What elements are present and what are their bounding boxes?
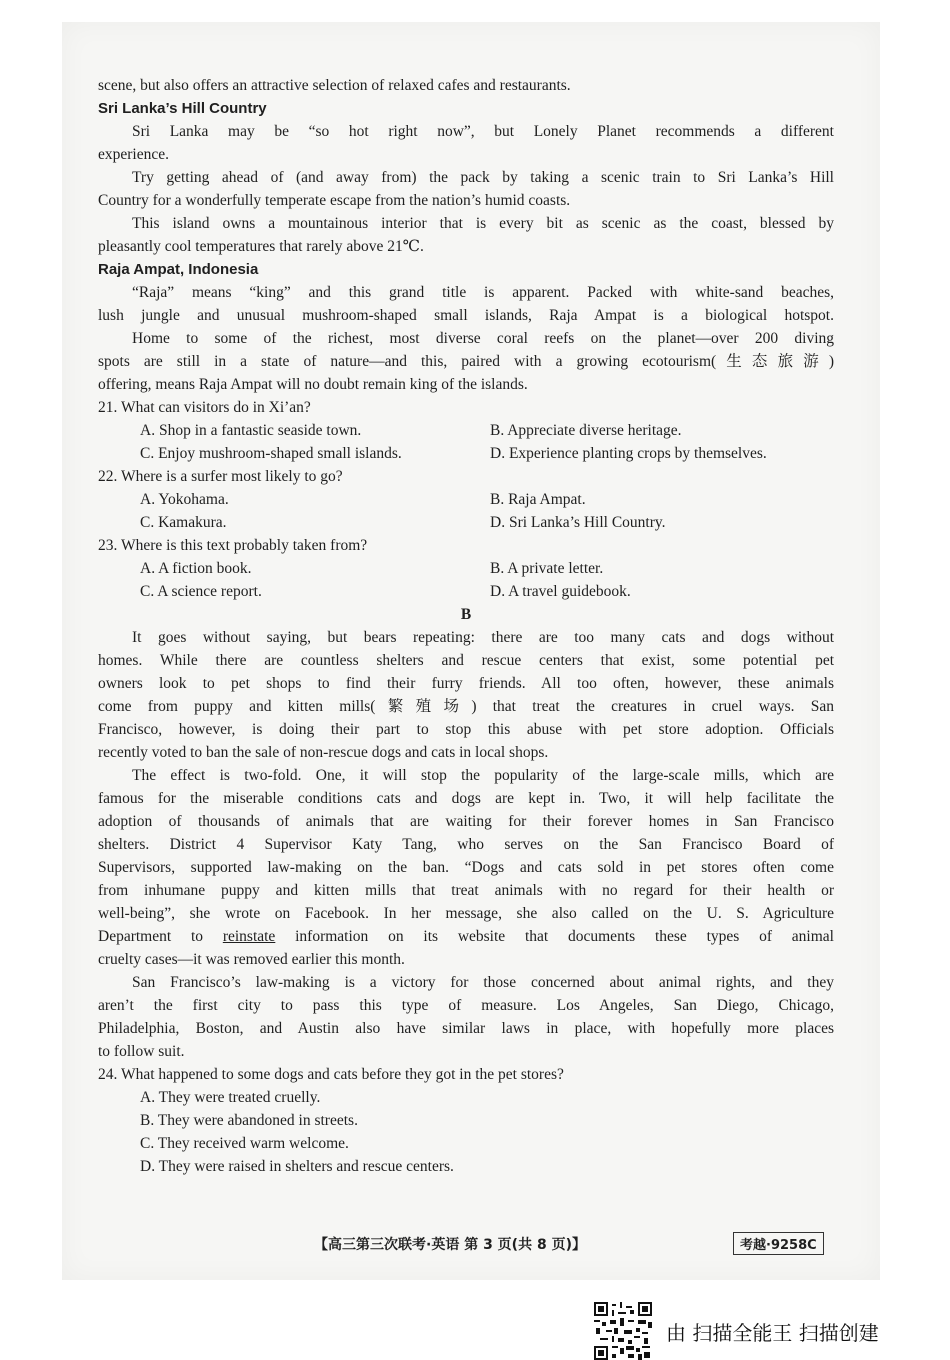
passage-line: Try getting ahead of (and away from) the pack by taking a scenic train to Sri Lanka’s Hill bbox=[132, 169, 834, 186]
answer-option: D. Sri Lanka’s Hill Country. bbox=[490, 514, 666, 531]
underlined-word: reinstate bbox=[222, 928, 276, 945]
answer-option: C. Enjoy mushroom-shaped small islands. bbox=[140, 445, 402, 462]
passage-line: This island owns a mountainous interior that is every bit as scenic as the coast, blessed by bbox=[132, 215, 834, 232]
passage-line: Country for a wonderfully temperate escape from the nation’s humid coasts. bbox=[98, 192, 571, 209]
qr-code-icon bbox=[594, 1302, 652, 1360]
passage-line: adoption of thousands of animals that are waiting for their forever homes in San Francisco bbox=[98, 813, 834, 830]
answer-option: B. Raja Ampat. bbox=[490, 491, 586, 508]
passage-line: aren’t the first city to pass this type of measure. Los Angeles, San Diego, Chicago, bbox=[98, 997, 834, 1014]
exam-content bbox=[98, 74, 834, 1178]
passage-line: to follow suit. bbox=[98, 1043, 185, 1060]
passage-line: “Raja” means “king” and this grand title is apparent. Packed with white-sand beaches, bbox=[132, 284, 834, 301]
page-footer: 【高三第三次联考·英语 第 3 页(共 8 页)】 bbox=[314, 1237, 586, 1253]
question-stem: 23. Where is this text probably taken from? bbox=[98, 537, 368, 554]
passage-line: shelters. District 4 Supervisor Katy Tang, who serves on the San Francisco Board of bbox=[98, 836, 834, 853]
passage-line: homes. While there are countless shelters and rescue centers that exist, some potential pet bbox=[98, 652, 834, 669]
question-options bbox=[98, 419, 834, 465]
passage-line: come from puppy and kitten mills(繁殖场) that treat the creatures in cruel ways. San bbox=[98, 698, 834, 715]
section-heading: Sri Lanka’s Hill Country bbox=[98, 100, 267, 117]
passage-line: Sri Lanka may be “so hot right now”, but Lonely Planet recommends a different bbox=[132, 123, 834, 140]
section-heading: Raja Ampat, Indonesia bbox=[98, 261, 259, 278]
passage-line: Home to some of the richest, most diverse coral reefs on the planet—over 200 diving bbox=[132, 330, 834, 347]
text-run: Department to bbox=[98, 928, 223, 945]
passage-line: Philadelphia, Boston, and Austin also have similar laws in place, with hopefully more places bbox=[98, 1020, 834, 1037]
answer-option: B. They were abandoned in streets. bbox=[140, 1112, 358, 1129]
passage-line: San Francisco’s law-making is a victory for those concerned about animal rights, and they bbox=[132, 974, 834, 991]
passage-line: well-being”, she wrote on Facebook. In her message, she also called on the U. S. Agriculture bbox=[98, 905, 834, 922]
passage-line: experience. bbox=[98, 146, 169, 163]
answer-option: D. They were raised in shelters and rescue centers. bbox=[140, 1158, 454, 1175]
question-stem: 22. Where is a surfer most likely to go? bbox=[98, 468, 343, 485]
answer-option: A. They were treated cruelly. bbox=[140, 1089, 321, 1106]
question-options bbox=[98, 557, 834, 603]
passage-line: from inhumane puppy and kitten mills that treat animals with no regard for their health or bbox=[98, 882, 834, 899]
passage-line: It goes without saying, but bears repeating: there are too many cats and dogs without bbox=[132, 629, 834, 646]
passage-line: scene, but also offers an attractive selection of relaxed cafes and restaurants. bbox=[98, 77, 571, 94]
answer-option: C. They received warm welcome. bbox=[140, 1135, 349, 1152]
answer-option: B. Appreciate diverse heritage. bbox=[490, 422, 682, 439]
passage-line: lush jungle and unusual mushroom-shaped small islands, Raja Ampat is a biological hotspot. bbox=[98, 307, 834, 324]
scanner-watermark bbox=[594, 1302, 879, 1360]
question-options bbox=[98, 488, 834, 534]
answer-option: C. A science report. bbox=[140, 583, 262, 600]
passage-line: famous for the miserable conditions cats and dogs are kept in. Two, it will help facilitate the bbox=[98, 790, 834, 807]
passage-line: Supervisors, supported law-making on the ban. “Dogs and cats sold in pet stores often come bbox=[98, 859, 834, 876]
passage-line: The effect is two-fold. One, it will stop the popularity of the large-scale mills, which are bbox=[132, 767, 834, 784]
passage-line: spots are still in a state of nature—and this, paired with a growing ecotourism(生态旅游) bbox=[98, 353, 834, 370]
answer-option: A. Shop in a fantastic seaside town. bbox=[140, 422, 362, 439]
passage-line bbox=[98, 925, 834, 948]
answer-option: A. A fiction book. bbox=[140, 560, 252, 577]
answer-option: C. Kamakura. bbox=[140, 514, 227, 531]
answer-option: D. Experience planting crops by themselves. bbox=[490, 445, 767, 462]
passage-line: cruelty cases—it was removed earlier this month. bbox=[98, 951, 405, 968]
scanner-caption: 由 扫描全能王 扫描创建 bbox=[666, 1320, 879, 1345]
passage-line: Francisco, however, is doing their part to stop this abuse with pet store adoption. Officials bbox=[98, 721, 834, 738]
question-stem: 24. What happened to some dogs and cats before they got in the pet stores? bbox=[98, 1066, 564, 1083]
answer-option: B. A private letter. bbox=[490, 560, 604, 577]
passage-line: offering, means Raja Ampat will no doubt remain king of the islands. bbox=[98, 376, 528, 393]
question-stem: 21. What can visitors do in Xi’an? bbox=[98, 399, 311, 416]
answer-option: A. Yokohama. bbox=[140, 491, 229, 508]
section-label: B bbox=[460, 606, 472, 623]
answer-option: D. A travel guidebook. bbox=[490, 583, 631, 600]
passage-line: owners look to pet shops to find their furry friends. All too often, however, these animals bbox=[98, 675, 834, 692]
text-run: information on its website that documents these types of animal bbox=[275, 928, 834, 945]
passage-line: recently voted to ban the sale of non-rescue dogs and cats in local shops. bbox=[98, 744, 549, 761]
exam-code-badge: 考越·9258C bbox=[733, 1232, 824, 1255]
passage-line: pleasantly cool temperatures that rarely above 21℃. bbox=[98, 238, 424, 255]
